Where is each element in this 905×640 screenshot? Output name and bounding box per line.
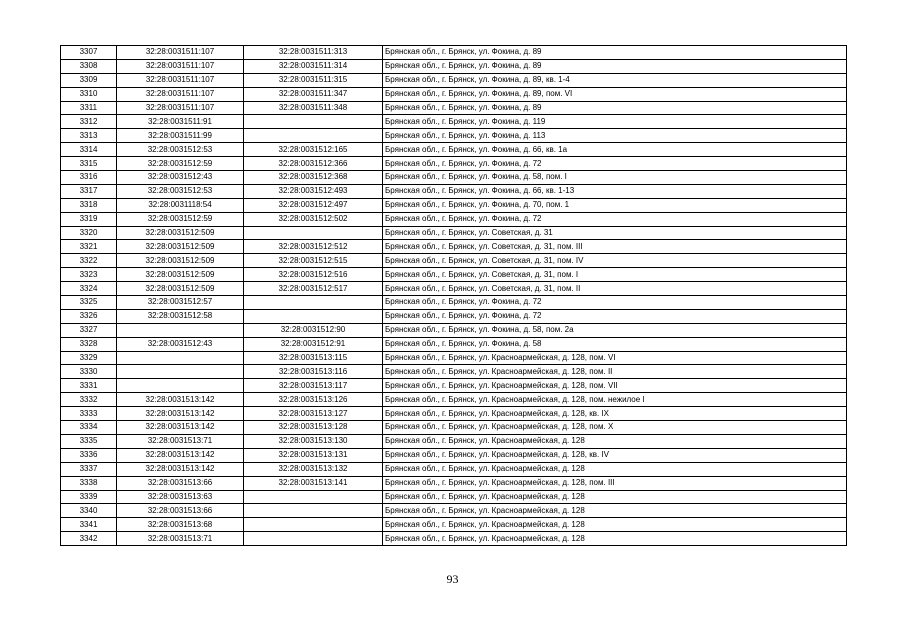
address-cell: Брянская обл., г. Брянск, ул. Красноармейская, д. 128, кв. IX — [383, 407, 847, 421]
row-number-cell: 3340 — [61, 504, 117, 518]
row-number-cell: 3335 — [61, 434, 117, 448]
land-plot-number-cell: 32:28:0031511:99 — [117, 129, 244, 143]
table-row — [61, 268, 847, 282]
row-number-cell: 3310 — [61, 87, 117, 101]
address-cell: Брянская обл., г. Брянск, ул. Красноармейская, д. 128, кв. IV — [383, 448, 847, 462]
row-number-cell: 3307 — [61, 46, 117, 60]
land-plot-number-cell: 32:28:0031511:107 — [117, 46, 244, 60]
land-plot-number-cell: 32:28:0031512:509 — [117, 268, 244, 282]
table-row — [61, 462, 847, 476]
land-plot-number-cell: 32:28:0031513:142 — [117, 421, 244, 435]
object-number-cell: 32:28:0031511:314 — [244, 59, 383, 73]
land-plot-number-cell: 32:28:0031513:63 — [117, 490, 244, 504]
land-plot-number-cell: 32:28:0031511:107 — [117, 101, 244, 115]
object-number-cell: 32:28:0031513:132 — [244, 462, 383, 476]
table-row — [61, 198, 847, 212]
address-cell: Брянская обл., г. Брянск, ул. Фокина, д. 66, кв. 1а — [383, 143, 847, 157]
cadastral-table — [60, 45, 847, 546]
row-number-cell: 3326 — [61, 309, 117, 323]
table-row — [61, 309, 847, 323]
object-number-cell: 32:28:0031513:131 — [244, 448, 383, 462]
row-number-cell: 3319 — [61, 212, 117, 226]
row-number-cell: 3309 — [61, 73, 117, 87]
address-cell: Брянская обл., г. Брянск, ул. Красноармейская, д. 128, пом. II — [383, 365, 847, 379]
land-plot-number-cell: 32:28:0031512:509 — [117, 254, 244, 268]
table-row — [61, 448, 847, 462]
land-plot-number-cell: 32:28:0031512:43 — [117, 171, 244, 185]
row-number-cell: 3321 — [61, 240, 117, 254]
object-number-cell: 32:28:0031512:502 — [244, 212, 383, 226]
object-number-cell: 32:28:0031513:117 — [244, 379, 383, 393]
row-number-cell: 3327 — [61, 323, 117, 337]
object-number-cell: 32:28:0031513:116 — [244, 365, 383, 379]
address-cell: Брянская обл., г. Брянск, ул. Красноармейская, д. 128 — [383, 462, 847, 476]
land-plot-number-cell: 32:28:0031511:107 — [117, 59, 244, 73]
table-row — [61, 282, 847, 296]
land-plot-number-cell: 32:28:0031513:142 — [117, 407, 244, 421]
object-number-cell: 32:28:0031512:366 — [244, 157, 383, 171]
address-cell: Брянская обл., г. Брянск, ул. Красноармейская, д. 128, пом. VII — [383, 379, 847, 393]
address-cell: Брянская обл., г. Брянск, ул. Красноармейская, д. 128 — [383, 504, 847, 518]
row-number-cell: 3333 — [61, 407, 117, 421]
address-cell: Брянская обл., г. Брянск, ул. Красноармейская, д. 128 — [383, 518, 847, 532]
land-plot-number-cell: 32:28:0031512:509 — [117, 282, 244, 296]
table-row — [61, 365, 847, 379]
row-number-cell: 3341 — [61, 518, 117, 532]
object-number-cell: 32:28:0031512:515 — [244, 254, 383, 268]
row-number-cell: 3312 — [61, 115, 117, 129]
address-cell: Брянская обл., г. Брянск, ул. Фокина, д. 66, кв. 1-13 — [383, 184, 847, 198]
row-number-cell: 3318 — [61, 198, 117, 212]
address-cell: Брянская обл., г. Брянск, ул. Фокина, д. 58, пом. 2а — [383, 323, 847, 337]
table-row — [61, 337, 847, 351]
address-cell: Брянская обл., г. Брянск, ул. Фокина, д. 72 — [383, 309, 847, 323]
address-cell: Брянская обл., г. Брянск, ул. Советская, д. 31, пом. II — [383, 282, 847, 296]
address-cell: Брянская обл., г. Брянск, ул. Фокина, д. 58, пом. I — [383, 171, 847, 185]
object-number-cell: 32:28:0031513:128 — [244, 421, 383, 435]
row-number-cell: 3323 — [61, 268, 117, 282]
land-plot-number-cell: 32:28:0031511:107 — [117, 87, 244, 101]
land-plot-number-cell: 32:28:0031512:509 — [117, 226, 244, 240]
address-cell: Брянская обл., г. Брянск, ул. Советская, д. 31, пом. III — [383, 240, 847, 254]
table-body — [61, 46, 847, 546]
land-plot-number-cell: 32:28:0031512:59 — [117, 157, 244, 171]
object-number-cell: 32:28:0031512:90 — [244, 323, 383, 337]
object-number-cell: 32:28:0031511:347 — [244, 87, 383, 101]
object-number-cell — [244, 490, 383, 504]
table-row — [61, 476, 847, 490]
land-plot-number-cell: 32:28:0031513:66 — [117, 476, 244, 490]
address-cell: Брянская обл., г. Брянск, ул. Фокина, д. 72 — [383, 157, 847, 171]
object-number-cell: 32:28:0031512:517 — [244, 282, 383, 296]
address-cell: Брянская обл., г. Брянск, ул. Фокина, д. 119 — [383, 115, 847, 129]
land-plot-number-cell: 32:28:0031513:66 — [117, 504, 244, 518]
table-row — [61, 226, 847, 240]
address-cell: Брянская обл., г. Брянск, ул. Красноармейская, д. 128, пом. III — [383, 476, 847, 490]
table-row — [61, 143, 847, 157]
table-row — [61, 421, 847, 435]
address-cell: Брянская обл., г. Брянск, ул. Советская, д. 31, пом. I — [383, 268, 847, 282]
land-plot-number-cell: 32:28:0031512:57 — [117, 296, 244, 310]
table-row — [61, 171, 847, 185]
address-cell: Брянская обл., г. Брянск, ул. Красноармейская, д. 128, пом. нежилое I — [383, 393, 847, 407]
row-number-cell: 3338 — [61, 476, 117, 490]
address-cell: Брянская обл., г. Брянск, ул. Красноармейская, д. 128, пом. X — [383, 421, 847, 435]
object-number-cell — [244, 309, 383, 323]
address-cell: Брянская обл., г. Брянск, ул. Фокина, д. 89 — [383, 101, 847, 115]
object-number-cell: 32:28:0031512:516 — [244, 268, 383, 282]
row-number-cell: 3311 — [61, 101, 117, 115]
object-number-cell: 32:28:0031512:493 — [244, 184, 383, 198]
land-plot-number-cell: 32:28:0031513:68 — [117, 518, 244, 532]
row-number-cell: 3332 — [61, 393, 117, 407]
land-plot-number-cell: 32:28:0031512:53 — [117, 143, 244, 157]
table-row — [61, 101, 847, 115]
address-cell: Брянская обл., г. Брянск, ул. Красноармейская, д. 128 — [383, 434, 847, 448]
land-plot-number-cell: 32:28:0031513:71 — [117, 532, 244, 546]
address-cell: Брянская обл., г. Брянск, ул. Красноармейская, д. 128 — [383, 490, 847, 504]
table-row — [61, 46, 847, 60]
table-row — [61, 87, 847, 101]
object-number-cell — [244, 129, 383, 143]
address-cell: Брянская обл., г. Брянск, ул. Фокина, д. 72 — [383, 296, 847, 310]
land-plot-number-cell: 32:28:0031511:91 — [117, 115, 244, 129]
land-plot-number-cell — [117, 351, 244, 365]
land-plot-number-cell: 32:28:0031512:58 — [117, 309, 244, 323]
row-number-cell: 3336 — [61, 448, 117, 462]
row-number-cell: 3315 — [61, 157, 117, 171]
table-row — [61, 504, 847, 518]
row-number-cell: 3308 — [61, 59, 117, 73]
object-number-cell: 32:28:0031513:130 — [244, 434, 383, 448]
object-number-cell: 32:28:0031512:91 — [244, 337, 383, 351]
row-number-cell: 3320 — [61, 226, 117, 240]
land-plot-number-cell: 32:28:0031513:142 — [117, 393, 244, 407]
table-row — [61, 212, 847, 226]
land-plot-number-cell — [117, 323, 244, 337]
table-row — [61, 184, 847, 198]
table-row — [61, 323, 847, 337]
object-number-cell: 32:28:0031512:368 — [244, 171, 383, 185]
object-number-cell: 32:28:0031512:497 — [244, 198, 383, 212]
row-number-cell: 3330 — [61, 365, 117, 379]
object-number-cell: 32:28:0031513:127 — [244, 407, 383, 421]
address-cell: Брянская обл., г. Брянск, ул. Фокина, д. 72 — [383, 212, 847, 226]
row-number-cell: 3313 — [61, 129, 117, 143]
table-row — [61, 73, 847, 87]
address-cell: Брянская обл., г. Брянск, ул. Фокина, д. 113 — [383, 129, 847, 143]
land-plot-number-cell: 32:28:0031513:142 — [117, 448, 244, 462]
land-plot-number-cell: 32:28:0031513:142 — [117, 462, 244, 476]
object-number-cell: 32:28:0031513:115 — [244, 351, 383, 365]
row-number-cell: 3317 — [61, 184, 117, 198]
object-number-cell: 32:28:0031512:512 — [244, 240, 383, 254]
address-cell: Брянская обл., г. Брянск, ул. Фокина, д. 70, пом. 1 — [383, 198, 847, 212]
row-number-cell: 3328 — [61, 337, 117, 351]
row-number-cell: 3342 — [61, 532, 117, 546]
address-cell: Брянская обл., г. Брянск, ул. Фокина, д. 89, пом. VI — [383, 87, 847, 101]
address-cell: Брянская обл., г. Брянск, ул. Фокина, д. 89 — [383, 46, 847, 60]
address-cell: Брянская обл., г. Брянск, ул. Советская, д. 31 — [383, 226, 847, 240]
object-number-cell: 32:28:0031511:348 — [244, 101, 383, 115]
table-row — [61, 407, 847, 421]
address-cell: Брянская обл., г. Брянск, ул. Фокина, д. 89 — [383, 59, 847, 73]
land-plot-number-cell: 32:28:0031512:53 — [117, 184, 244, 198]
row-number-cell: 3339 — [61, 490, 117, 504]
table-row — [61, 532, 847, 546]
object-number-cell: 32:28:0031511:315 — [244, 73, 383, 87]
table-row — [61, 434, 847, 448]
address-cell: Брянская обл., г. Брянск, ул. Красноармейская, д. 128 — [383, 532, 847, 546]
address-cell: Брянская обл., г. Брянск, ул. Красноармейская, д. 128, пом. VI — [383, 351, 847, 365]
address-cell: Брянская обл., г. Брянск, ул. Советская, д. 31, пом. IV — [383, 254, 847, 268]
row-number-cell: 3314 — [61, 143, 117, 157]
land-plot-number-cell: 32:28:0031118:54 — [117, 198, 244, 212]
object-number-cell: 32:28:0031513:126 — [244, 393, 383, 407]
land-plot-number-cell: 32:28:0031512:43 — [117, 337, 244, 351]
row-number-cell: 3324 — [61, 282, 117, 296]
table-row — [61, 254, 847, 268]
table-row — [61, 393, 847, 407]
object-number-cell — [244, 226, 383, 240]
row-number-cell: 3329 — [61, 351, 117, 365]
table-row — [61, 59, 847, 73]
land-plot-number-cell — [117, 379, 244, 393]
object-number-cell — [244, 504, 383, 518]
table-row — [61, 351, 847, 365]
land-plot-number-cell: 32:28:0031513:71 — [117, 434, 244, 448]
row-number-cell: 3322 — [61, 254, 117, 268]
row-number-cell: 3331 — [61, 379, 117, 393]
object-number-cell: 32:28:0031512:165 — [244, 143, 383, 157]
object-number-cell — [244, 518, 383, 532]
object-number-cell — [244, 532, 383, 546]
address-cell: Брянская обл., г. Брянск, ул. Фокина, д. 58 — [383, 337, 847, 351]
table-row — [61, 518, 847, 532]
table-row — [61, 296, 847, 310]
table-row — [61, 129, 847, 143]
row-number-cell: 3337 — [61, 462, 117, 476]
land-plot-number-cell: 32:28:0031511:107 — [117, 73, 244, 87]
object-number-cell — [244, 296, 383, 310]
row-number-cell: 3325 — [61, 296, 117, 310]
table-row — [61, 240, 847, 254]
object-number-cell: 32:28:0031511:313 — [244, 46, 383, 60]
row-number-cell: 3316 — [61, 171, 117, 185]
object-number-cell — [244, 115, 383, 129]
land-plot-number-cell — [117, 365, 244, 379]
land-plot-number-cell: 32:28:0031512:509 — [117, 240, 244, 254]
land-plot-number-cell: 32:28:0031512:59 — [117, 212, 244, 226]
row-number-cell: 3334 — [61, 421, 117, 435]
table-row — [61, 490, 847, 504]
object-number-cell: 32:28:0031513:141 — [244, 476, 383, 490]
page-number: 93 — [446, 572, 459, 586]
table-row — [61, 379, 847, 393]
table-row — [61, 115, 847, 129]
address-cell: Брянская обл., г. Брянск, ул. Фокина, д. 89, кв. 1-4 — [383, 73, 847, 87]
table-row — [61, 157, 847, 171]
